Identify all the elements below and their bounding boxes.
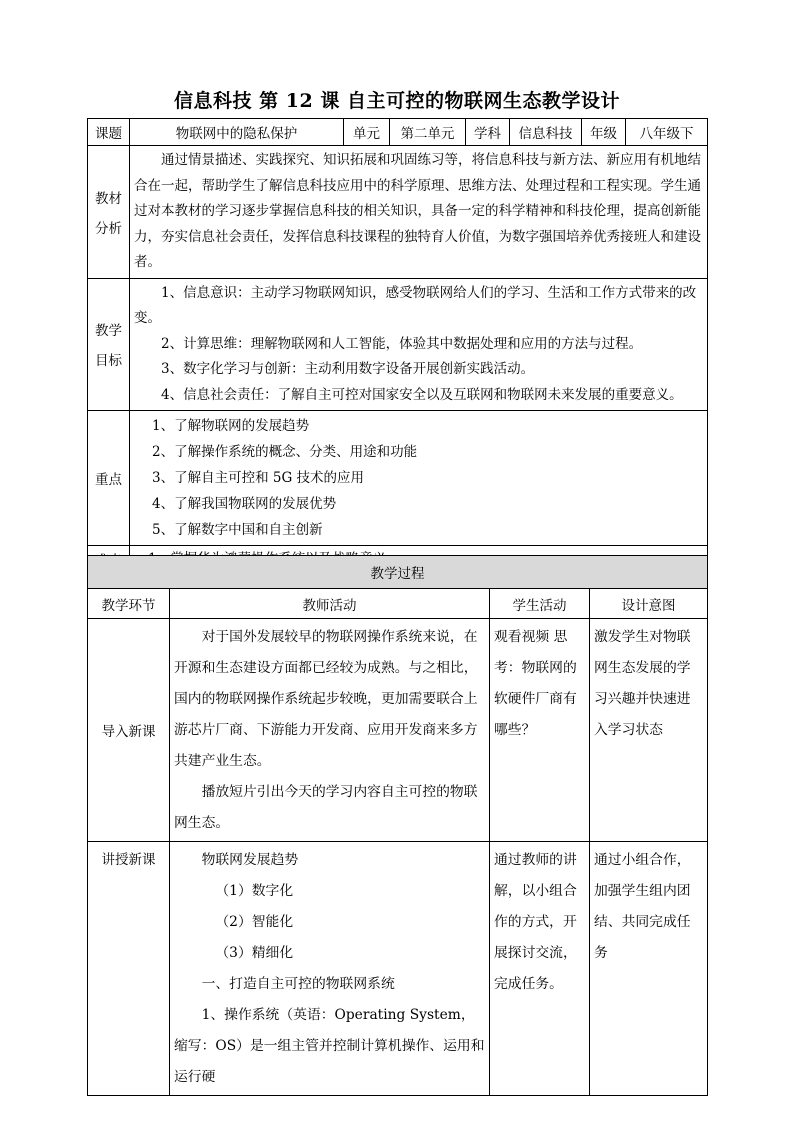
- header-row: [88, 119, 708, 146]
- page-title: 信息科技 第 12 课 自主可控的物联网生态教学设计: [174, 90, 620, 112]
- student-cell: 观看视频 思考：物联网的软硬件厂商有哪些？: [490, 619, 590, 842]
- column-intent: 设计意图: [590, 589, 708, 619]
- teacher-paragraph: （2）智能化: [215, 914, 294, 930]
- teacher-paragraph: 一、打造自主可控的物联网系统: [201, 976, 395, 992]
- info-table: [87, 118, 708, 573]
- objectives-label-line2: 目标: [95, 353, 122, 370]
- topic-label: 课题: [88, 119, 130, 146]
- keypoints-list: [130, 411, 708, 546]
- keypoints-label: 重点: [88, 411, 130, 546]
- subject-value: 信息科技: [510, 119, 582, 146]
- stage-cell: 讲授新课: [88, 842, 170, 1096]
- intent-cell: 激发学生对物联网生态发展的学习兴趣并快速进入学习状态: [590, 619, 708, 842]
- unit-value: 第二单元: [390, 119, 466, 146]
- objectives-list: [130, 278, 708, 411]
- objectives-label: [88, 278, 130, 411]
- process-row-intro: [88, 619, 708, 842]
- column-stage: 教学环节: [88, 589, 170, 619]
- process-heading-row: [88, 556, 708, 589]
- process-columns-row: [88, 589, 708, 619]
- material-label-line2: 分析: [95, 220, 122, 237]
- teacher-paragraph: 播放短片引出今天的学习内容自主可控的物联网生态。: [174, 784, 478, 831]
- material-row: [88, 146, 708, 279]
- keypoint-item: 3、了解自主可控和 5G 技术的应用: [152, 470, 365, 486]
- objectives-label-line1: 教学: [95, 323, 122, 340]
- teacher-paragraph: （3）精细化: [215, 945, 294, 961]
- teacher-cell: [170, 619, 490, 842]
- unit-label: 单元: [344, 119, 390, 146]
- grade-label: 年级: [582, 119, 626, 146]
- process-heading: 教学过程: [88, 556, 708, 589]
- material-label: [88, 146, 130, 279]
- grade-value: 八年级下: [626, 119, 708, 146]
- keypoint-item: 2、了解操作系统的概念、分类、用途和功能: [152, 444, 418, 460]
- student-cell: 通过教师的讲解，以小组合作的方式，开展探讨交流，完成任务。: [490, 842, 590, 1096]
- keypoint-item: 1、了解物联网的发展趋势: [152, 418, 310, 434]
- process-table: [87, 555, 708, 1096]
- intent-cell: 通过小组合作，加强学生组内团结、共同完成任务: [590, 842, 708, 1096]
- objective-item: 2、计算思维：理解物联网和人工智能，体验其中数据处理和应用的方法与过程。: [161, 335, 643, 352]
- stage-cell: 导入新课: [88, 619, 170, 842]
- objectives-row: [88, 278, 708, 411]
- objective-item: 1、信息意识：主动学习物联网知识，感受物联网给人们的学习、生活和工作方式带来的改变。: [134, 284, 697, 326]
- objective-item: 4、信息社会责任：了解自主可控对国家安全以及互联网和物联网未来发展的重要意义。: [161, 386, 683, 403]
- column-teacher: 教师活动: [170, 589, 490, 619]
- material-text: 通过情景描述、实践探究、知识拓展和巩固练习等，将信息科技与新方法、新应用有机地结合在一起，帮助学生了解信息科技应用中的科学原理、思维方法、处理过程和工程实现。学生通过对本教材的学习逐步掌握信息科技的相关知识，具备一定的科学精神和科技伦理，提高创新能力，夯实信息社会责任，发挥信息科技课程的独特育人价值，为数字强国培养优秀接班人和建设者。: [130, 146, 708, 279]
- teacher-paragraph: 物联网发展趋势: [201, 852, 299, 868]
- process-row-new: [88, 842, 708, 1096]
- subject-label: 学科: [466, 119, 510, 146]
- keypoint-item: 4、了解我国物联网的发展优势: [152, 496, 337, 512]
- objective-item: 3、数字化学习与创新：主动利用数字设备开展创新实践活动。: [161, 361, 535, 377]
- topic-value: 物联网中的隐私保护: [130, 119, 344, 146]
- teacher-paragraph: （1）数字化: [215, 883, 294, 899]
- column-student: 学生活动: [490, 589, 590, 619]
- keypoints-row: [88, 411, 708, 546]
- keypoint-item: 5、了解数字中国和自主创新: [152, 522, 323, 538]
- teacher-paragraph: 1、操作系统（英语：Operating System，缩写：OS）是一组主管并控制计算机操作、运用和运行硬: [174, 1007, 485, 1085]
- material-label-line1: 教材: [95, 190, 122, 207]
- teacher-cell: [170, 842, 490, 1096]
- teacher-paragraph: 对于国外发展较早的物联网操作系统来说，在开源和生态建设方面都已经较为成熟。与之相比，国内的物联网操作系统起步较晚，更加需要联合上游芯片厂商、下游能力开发商、应用开发商来多方共建产业生态。: [174, 629, 478, 769]
